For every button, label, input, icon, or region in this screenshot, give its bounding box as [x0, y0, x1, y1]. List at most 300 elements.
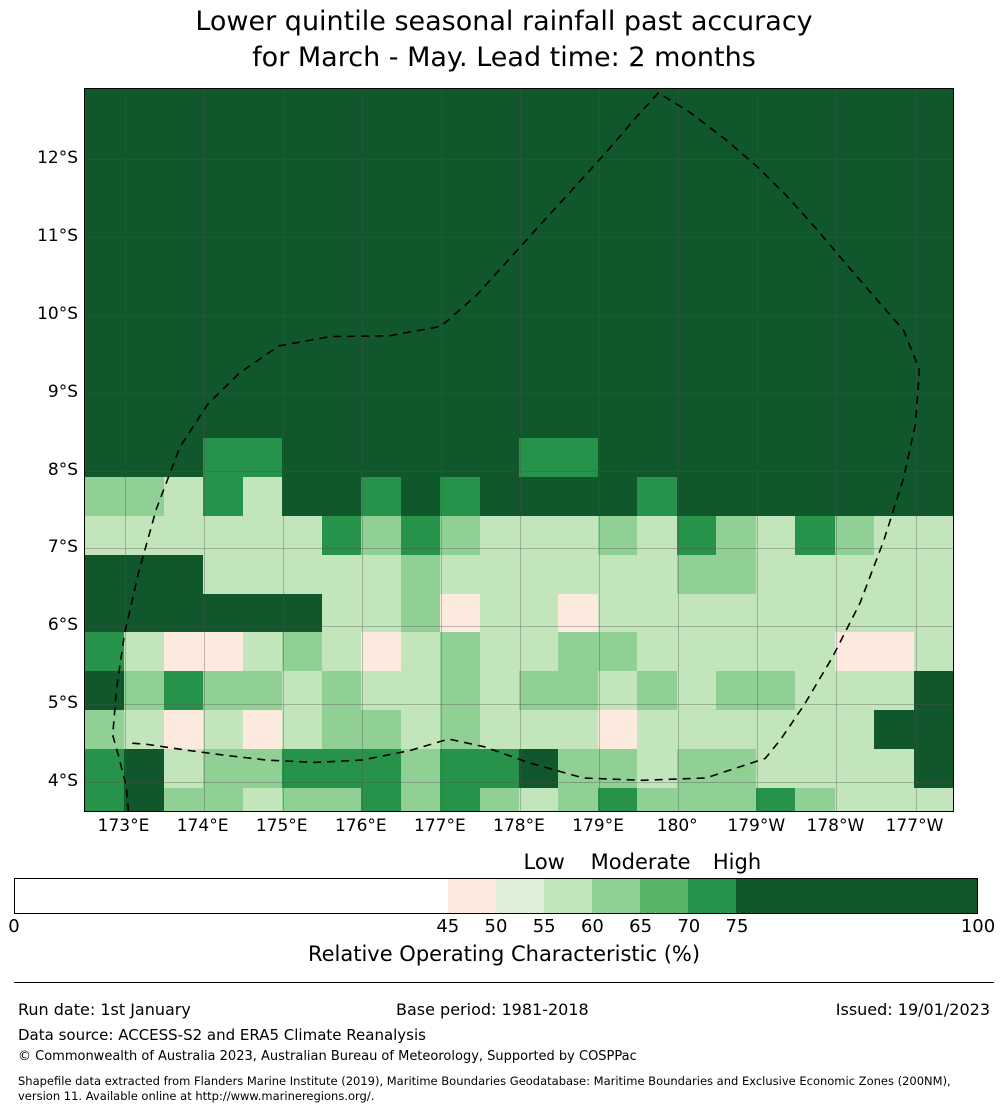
heatmap-cell [756, 167, 795, 206]
gridline-vertical [678, 89, 679, 811]
gridline-horizontal [85, 393, 953, 394]
heatmap-cell [835, 477, 874, 516]
heatmap-cell [361, 477, 400, 516]
heatmap-cell [558, 361, 597, 400]
heatmap-cell [519, 555, 558, 594]
gridline-vertical [520, 89, 521, 811]
heatmap-cell [835, 361, 874, 400]
heatmap-cell [637, 400, 676, 439]
heatmap-cell [598, 128, 637, 167]
heatmap-cell [914, 283, 953, 322]
colorbar-segment [15, 879, 448, 913]
colorbar-tick-label: 45 [436, 916, 460, 937]
heatmap-cell [164, 400, 203, 439]
x-axis-tick-label: 177°W [885, 816, 944, 836]
colorbar-segment [736, 879, 977, 913]
heatmap-cell [361, 632, 400, 671]
heatmap-cell [835, 788, 874, 811]
heatmap-cell [243, 89, 282, 128]
heatmap-cell [558, 555, 597, 594]
heatmap-cell [282, 555, 321, 594]
heatmap-cell [124, 361, 163, 400]
heatmap-cell [322, 477, 361, 516]
heatmap-cell [243, 361, 282, 400]
y-axis-tick-label: 12°S [37, 148, 78, 169]
heatmap-cell [282, 361, 321, 400]
heatmap-cell [519, 477, 558, 516]
heatmap-cell [282, 244, 321, 283]
x-axis-tick-label: 178°E [493, 816, 545, 836]
heatmap-cell [874, 477, 913, 516]
heatmap-cell [598, 361, 637, 400]
heatmap-cell [874, 128, 913, 167]
heatmap-cell [85, 283, 124, 322]
heatmap-cell [440, 361, 479, 400]
colorbar-segment [592, 879, 640, 913]
heatmap-cell [716, 322, 755, 361]
heatmap-cell [322, 322, 361, 361]
heatmap-cell [401, 283, 440, 322]
heatmap-cell [716, 400, 755, 439]
heatmap-cell [401, 205, 440, 244]
gridline-vertical [757, 89, 758, 811]
heatmap-cell [203, 361, 242, 400]
heatmap-cell [282, 128, 321, 167]
gridline-horizontal [85, 237, 953, 238]
heatmap-cell [243, 244, 282, 283]
footer-copyright: © Commonwealth of Australia 2023, Australian Bureau of Meteorology, Supported by COSPPac [18, 1049, 637, 1064]
colorbar-segment [688, 879, 736, 913]
heatmap-cell [282, 400, 321, 439]
colorbar-tick-label: 65 [629, 916, 653, 937]
heatmap-cell [480, 283, 519, 322]
colorbar-segment [544, 879, 592, 913]
heatmap-cell [164, 128, 203, 167]
heatmap-cell [716, 477, 755, 516]
heatmap-cell [243, 205, 282, 244]
heatmap-cell [361, 788, 400, 811]
heatmap-cell [401, 89, 440, 128]
heatmap-cell [282, 477, 321, 516]
heatmap-cell [401, 244, 440, 283]
heatmap-cell [558, 128, 597, 167]
heatmap-cell [637, 555, 676, 594]
heatmap-cell [677, 632, 716, 671]
heatmap-cell [756, 283, 795, 322]
heatmap-cell [361, 205, 400, 244]
footer-data-source: Data source: ACCESS-S2 and ERA5 Climate Reanalysis [18, 1026, 426, 1044]
y-axis-tick-label: 4°S [47, 770, 78, 791]
heatmap-cell [401, 167, 440, 206]
heatmap-cell [480, 632, 519, 671]
title-line-1: Lower quintile seasonal rainfall past accuracy [195, 6, 813, 37]
heatmap-cell [480, 205, 519, 244]
heatmap-cell [914, 710, 953, 749]
colorbar-tick-label: 55 [532, 916, 556, 937]
gridline-horizontal [85, 704, 953, 705]
heatmap-cell [716, 205, 755, 244]
heatmap-cell [795, 400, 834, 439]
heatmap-cell [598, 167, 637, 206]
heatmap-cell [164, 555, 203, 594]
heatmap-cell [677, 710, 716, 749]
heatmap-cell [519, 632, 558, 671]
heatmap-cell [203, 632, 242, 671]
heatmap-cell [637, 477, 676, 516]
heatmap-cell [914, 167, 953, 206]
heatmap-cell [835, 283, 874, 322]
heatmap-cell [243, 400, 282, 439]
heatmap-cell [243, 555, 282, 594]
heatmap-cell [637, 632, 676, 671]
heatmap-cell [598, 322, 637, 361]
x-axis-ticks [84, 816, 954, 842]
heatmap-cell [361, 244, 400, 283]
heatmap-cell [835, 89, 874, 128]
heatmap-cell [440, 400, 479, 439]
y-axis-tick-label: 10°S [37, 303, 78, 324]
heatmap-cell [401, 555, 440, 594]
heatmap-cell [322, 244, 361, 283]
colorbar-tick-label: 100 [960, 916, 996, 937]
heatmap-cell [677, 244, 716, 283]
heatmap-cell [795, 710, 834, 749]
heatmap-cell [835, 632, 874, 671]
heatmap-cell [480, 710, 519, 749]
heatmap-cell [322, 167, 361, 206]
heatmap-cell [835, 322, 874, 361]
heatmap-cell [85, 244, 124, 283]
y-axis-tick-label: 6°S [47, 615, 78, 636]
heatmap-cell [914, 128, 953, 167]
heatmap-cell [716, 632, 755, 671]
heatmap-cell [637, 788, 676, 811]
heatmap-cell [795, 322, 834, 361]
heatmap-cell [124, 400, 163, 439]
heatmap-cell [85, 710, 124, 749]
heatmap-cell [203, 167, 242, 206]
heatmap-cell [637, 283, 676, 322]
heatmap-cell [243, 632, 282, 671]
heatmap-cell [85, 632, 124, 671]
heatmap-cell [914, 89, 953, 128]
x-axis-tick-label: 175°E [255, 816, 308, 836]
heatmap-cell [401, 710, 440, 749]
heatmap-cell [282, 632, 321, 671]
x-axis-tick-label: 179°W [727, 816, 786, 836]
heatmap-cell [480, 322, 519, 361]
heatmap-cell [401, 632, 440, 671]
heatmap-cell [756, 128, 795, 167]
heatmap-cell [677, 477, 716, 516]
heatmap-cell [440, 477, 479, 516]
heatmap-cell [795, 167, 834, 206]
heatmap-cell [677, 89, 716, 128]
heatmap-cell [480, 167, 519, 206]
heatmap-cell [243, 322, 282, 361]
heatmap-cell [835, 128, 874, 167]
heatmap-cell [440, 710, 479, 749]
heatmap-cell [598, 283, 637, 322]
footer-issued-date: Issued: 19/01/2023 [835, 1000, 990, 1019]
heatmap-cell [361, 89, 400, 128]
heatmap-cell [480, 400, 519, 439]
heatmap-cell [164, 244, 203, 283]
x-axis-tick-label: 180° [656, 816, 698, 836]
heatmap-cell [440, 89, 479, 128]
heatmap-cell [874, 244, 913, 283]
footer-run-date: Run date: 1st January [18, 1000, 191, 1019]
heatmap-cell [874, 283, 913, 322]
heatmap-cell [124, 167, 163, 206]
heatmap-cell [440, 167, 479, 206]
heatmap-cell [282, 710, 321, 749]
heatmap-cell [361, 167, 400, 206]
heatmap-cell [361, 361, 400, 400]
heatmap-cell [795, 361, 834, 400]
heatmap-cell [124, 555, 163, 594]
heatmap-cell [716, 244, 755, 283]
heatmap-cell [282, 283, 321, 322]
heatmap-cell [598, 89, 637, 128]
heatmap-cell [756, 632, 795, 671]
heatmap-cell [677, 167, 716, 206]
heatmap-cell [637, 205, 676, 244]
heatmap-cell [874, 710, 913, 749]
heatmap-cell [519, 788, 558, 811]
heatmap-cell [874, 89, 913, 128]
heatmap-cell [322, 283, 361, 322]
heatmap-cell [835, 167, 874, 206]
heatmap-cell [795, 89, 834, 128]
heatmap-cell [598, 710, 637, 749]
y-axis-tick-label: 9°S [47, 381, 78, 402]
heatmap-cell [914, 632, 953, 671]
heatmap-cell [85, 361, 124, 400]
heatmap-cell [558, 710, 597, 749]
heatmap-cell [282, 205, 321, 244]
gridline-vertical [125, 89, 126, 811]
y-axis-tick-label: 7°S [47, 537, 78, 558]
heatmap-cell [480, 555, 519, 594]
heatmap-cell [835, 400, 874, 439]
heatmap-cell [637, 167, 676, 206]
heatmap-cell [677, 788, 716, 811]
gridline-horizontal [85, 315, 953, 316]
heatmap-cell [677, 555, 716, 594]
heatmap-cell [85, 788, 124, 811]
colorbar-axis-label: Relative Operating Characteristic (%) [307, 942, 701, 966]
heatmap-cell [85, 89, 124, 128]
page-title [0, 4, 1008, 76]
heatmap-cell [282, 788, 321, 811]
heatmap-cell [164, 477, 203, 516]
heatmap-cell [124, 788, 163, 811]
x-axis-tick-label: 173°E [97, 816, 150, 836]
heatmap-cell [558, 477, 597, 516]
heatmap-cell [677, 361, 716, 400]
heatmap-cell [322, 128, 361, 167]
heatmap-cell [716, 710, 755, 749]
heatmap-cell [322, 632, 361, 671]
y-axis-tick-label: 5°S [47, 693, 78, 713]
heatmap-cell [282, 89, 321, 128]
colorbar-category-label: High [712, 850, 762, 874]
heatmap-cell [361, 555, 400, 594]
heatmap-cell [480, 361, 519, 400]
heatmap-cell [401, 477, 440, 516]
heatmap-cell [480, 244, 519, 283]
gridline-vertical [283, 89, 284, 811]
heatmap-cell [795, 632, 834, 671]
heatmap-cell [164, 89, 203, 128]
heatmap-cell [637, 89, 676, 128]
heatmap-cell [874, 361, 913, 400]
colorbar-tick-label: 60 [580, 916, 604, 937]
heatmap-cell [361, 128, 400, 167]
heatmap-cell [519, 322, 558, 361]
colorbar-category-labels [14, 850, 994, 878]
gridline-horizontal [85, 626, 953, 627]
heatmap-cell [124, 205, 163, 244]
heatmap-cell [558, 283, 597, 322]
heatmap-cell [203, 710, 242, 749]
heatmap-cell [756, 477, 795, 516]
heatmap-cell [716, 167, 755, 206]
heatmap-cell [401, 788, 440, 811]
heatmap-cell [835, 710, 874, 749]
y-axis-ticks [0, 88, 78, 812]
heatmap-cell [401, 128, 440, 167]
heatmap-cell [322, 361, 361, 400]
heatmap-cell [598, 477, 637, 516]
heatmap-cell [85, 167, 124, 206]
heatmap-cell [203, 788, 242, 811]
heatmap-cell [874, 788, 913, 811]
gridline-horizontal [85, 159, 953, 160]
heatmap-cell [124, 477, 163, 516]
heatmap-cell [203, 555, 242, 594]
heatmap-cell [756, 322, 795, 361]
heatmap-cell [756, 555, 795, 594]
heatmap-cell [282, 322, 321, 361]
heatmap-cell [124, 89, 163, 128]
heatmap-cell [677, 128, 716, 167]
heatmap-cell [677, 400, 716, 439]
heatmap-cell [756, 710, 795, 749]
heatmap-cell [519, 167, 558, 206]
heatmap-cell [322, 555, 361, 594]
heatmap-cell [874, 205, 913, 244]
heatmap-cell [440, 283, 479, 322]
heatmap-cell [598, 400, 637, 439]
heatmap-cell [637, 361, 676, 400]
heatmap-cell [519, 710, 558, 749]
colorbar-category-label: Moderate [590, 850, 691, 874]
heatmap-cell [637, 128, 676, 167]
x-axis-tick-label: 176°E [334, 816, 387, 836]
heatmap-cell [322, 400, 361, 439]
heatmap-cell [914, 400, 953, 439]
heatmap-cell [401, 322, 440, 361]
heatmap-cell [124, 128, 163, 167]
heatmap-grid [85, 89, 953, 811]
heatmap-cell [598, 205, 637, 244]
heatmap-cell [519, 128, 558, 167]
heatmap-cell [243, 167, 282, 206]
heatmap-cell [85, 400, 124, 439]
heatmap-cell [85, 128, 124, 167]
heatmap-cell [203, 205, 242, 244]
heatmap-cell [361, 710, 400, 749]
y-axis-tick-label: 11°S [37, 225, 78, 246]
heatmap-cell [914, 788, 953, 811]
map-plot-area [84, 88, 954, 812]
heatmap-cell [480, 89, 519, 128]
heatmap-cell [756, 205, 795, 244]
heatmap-cell [243, 283, 282, 322]
heatmap-cell [558, 167, 597, 206]
heatmap-cell [164, 322, 203, 361]
gridline-horizontal [85, 471, 953, 472]
heatmap-cell [914, 205, 953, 244]
heatmap-cell [401, 361, 440, 400]
heatmap-cell [795, 477, 834, 516]
heatmap-cell [440, 632, 479, 671]
heatmap-cell [243, 788, 282, 811]
heatmap-cell [361, 322, 400, 361]
heatmap-cell [322, 788, 361, 811]
heatmap-cell [519, 361, 558, 400]
heatmap-cell [361, 283, 400, 322]
heatmap-cell [124, 710, 163, 749]
gridline-horizontal [85, 548, 953, 549]
heatmap-cell [440, 205, 479, 244]
heatmap-cell [164, 167, 203, 206]
heatmap-cell [598, 244, 637, 283]
heatmap-cell [914, 244, 953, 283]
heatmap-cell [756, 788, 795, 811]
heatmap-cell [322, 89, 361, 128]
heatmap-cell [558, 788, 597, 811]
heatmap-cell [558, 205, 597, 244]
heatmap-cell [203, 128, 242, 167]
heatmap-cell [914, 555, 953, 594]
heatmap-cell [558, 244, 597, 283]
colorbar-category-label: Low [523, 850, 565, 874]
heatmap-cell [914, 322, 953, 361]
gridline-vertical [916, 89, 917, 811]
heatmap-cell [440, 322, 479, 361]
heatmap-cell [558, 400, 597, 439]
heatmap-cell [401, 400, 440, 439]
heatmap-cell [203, 400, 242, 439]
heatmap-cell [835, 555, 874, 594]
gridline-vertical [836, 89, 837, 811]
gridline-vertical [362, 89, 363, 811]
colorbar-tick-label: 50 [484, 916, 508, 937]
footer-divider [14, 982, 994, 983]
heatmap-cell [243, 128, 282, 167]
x-axis-tick-label: 174°E [176, 816, 229, 836]
heatmap-cell [598, 788, 637, 811]
heatmap-cell [795, 555, 834, 594]
heatmap-cell [795, 128, 834, 167]
heatmap-cell [203, 244, 242, 283]
colorbar-segment [640, 879, 688, 913]
title-line-2: for March - May. Lead time: 2 months [252, 42, 756, 73]
heatmap-cell [322, 205, 361, 244]
